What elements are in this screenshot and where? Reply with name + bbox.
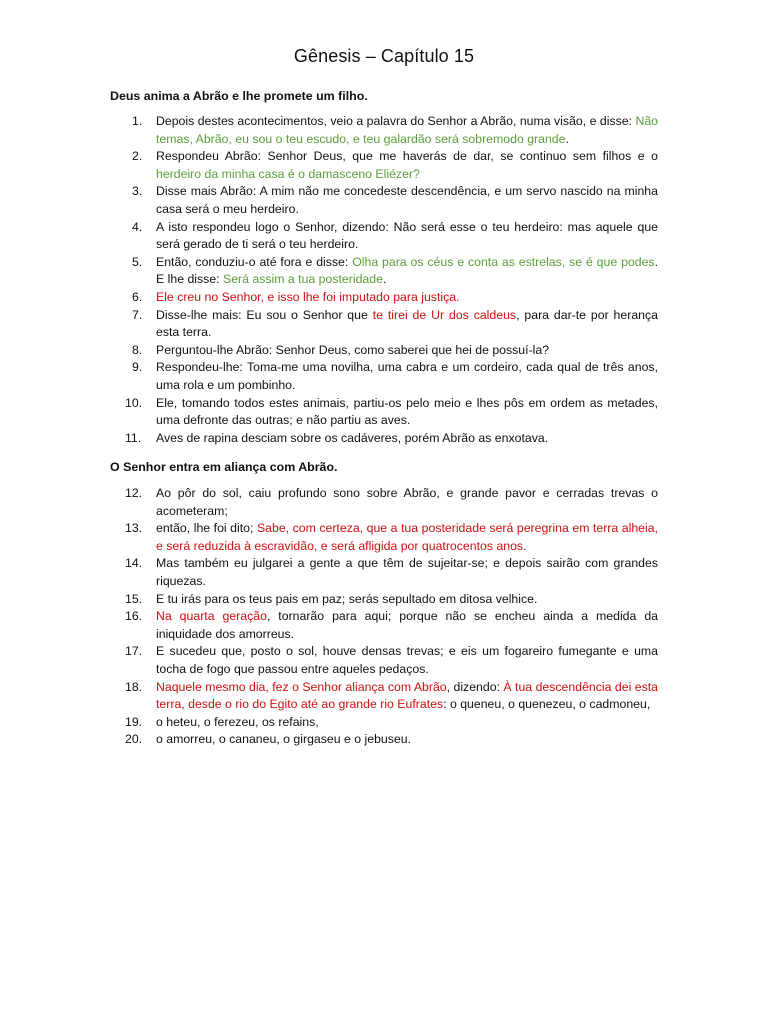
highlighted-red-text: Ele creu no Senhor, e isso lhe foi imputado para justiça. [156,289,460,304]
verse-text: . [523,538,527,553]
verse-item [110,731,658,749]
verse-number: 17. [125,644,143,659]
highlighted-red-text: Sabe, com certeza, que a tua posteridade será peregrina em terra alheia, e será reduzida à escravidão, e será afligida por quatrocentos anos [156,521,659,553]
verse-item [110,148,658,183]
verse-item [110,219,658,254]
verse-number: 8. [132,342,143,357]
verse-text: E tu irás para os teus pais em paz; serás sepultado em ditosa velhice. [156,591,538,606]
verse-text: . E lhe disse: [156,254,658,287]
page-title: Gênesis – Capítulo 15 [293,46,475,66]
verse-number: 15. [125,591,143,606]
verse-text: Então, conduziu-o até fora e disse: [156,254,353,269]
verse-text: Mas também eu julgarei a gente a que têm de sujeitar-se; e depois sairão com grandes riquezas. [156,556,658,588]
verse-text: Disse mais Abrão: A mim não me concedeste descendência, e um servo nascido na minha casa será o meu herdeiro. [156,184,658,216]
verse-number: 1. [132,114,143,128]
verse-item [110,520,658,555]
verse-text: o amorreu, o cananeu, o girgaseu e o jebuseu. [156,732,411,747]
verse-item [110,342,658,360]
verse-text: Depois destes acontecimentos, veio a palavra do Senhor a Abrão, numa visão, e disse: [156,114,636,128]
verse-number: 14. [125,556,143,571]
highlighted-green-text: Olha para os céus e conta as estrelas, se é que podes [352,254,655,269]
verse-item [110,714,658,732]
verse-item [110,608,658,643]
highlighted-green-text: Não temas, Abrão, eu sou o teu escudo, e teu galardão será sobremodo grande [156,114,658,146]
highlighted-red-text: À tua descendência dei esta terra, desde o rio do Egito até ao grande rio Eufrates [156,679,658,712]
verse-text: Perguntou-lhe Abrão: Senhor Deus, como saberei que hei de possuí-la? [156,342,550,357]
verse-text: Disse-lhe mais: Eu sou o Senhor que [156,307,373,322]
verse-number: 10. [125,395,143,410]
verse-text: Aves de rapina desciam sobre os cadáveres, porém Abrão as enxotava. [156,430,549,445]
verse-number: 18. [125,679,143,694]
verse-item [110,113,658,148]
verse-number: 20. [125,732,143,747]
verse-number: 5. [132,254,143,269]
verse-number: 19. [125,714,143,729]
highlighted-red-text: Naquele mesmo dia, fez o Senhor aliança com Abrão [156,679,447,694]
verse-item [110,289,658,307]
verse-number: 11. [125,430,142,445]
highlighted-green-text: herdeiro da minha casa é o damasceno Eliézer? [156,166,420,181]
verse-item [110,183,658,218]
verse-number: 16. [125,609,143,624]
verse-number: 4. [132,219,143,234]
verse-item [110,359,658,394]
verse-number: 6. [132,289,143,304]
verse-text: E sucedeu que, posto o sol, houve densas trevas; e eis um fogareiro fumegante e uma tocha de fogo que passou entre aqueles pedaços. [156,644,658,676]
verse-number: 13. [125,521,143,536]
highlighted-red-text: te tirei de Ur dos caldeus [372,307,517,322]
verse-text: . [565,131,569,146]
verse-text: , para dar-te por herança esta terra. [156,307,658,340]
verse-number: 2. [132,149,143,164]
verse-number: 7. [132,307,143,322]
verse-text: o heteu, o ferezeu, os refains, [156,714,319,729]
verse-item [110,307,658,342]
verse-text: Ao pôr do sol, caiu profundo sono sobre Abrão, e grande pavor e cerradas trevas o acometeram; [156,486,658,518]
verse-item [110,679,658,714]
verse-text: Ele, tomando todos estes animais, partiu-os pelo meio e lhes pôs em ordem as metades, uma defronte das outras; e não partiu as aves. [156,395,658,428]
verse-text: , tornarão para aqui; porque não se encheu ainda a medida da iniquidade dos amorreus. [156,609,658,641]
verse-text: A isto respondeu logo o Senhor, dizendo: Não será esse o teu herdeiro: mas aquele que será gerado de ti será o teu herdeiro. [156,219,658,252]
verse-item [110,555,658,590]
verse-number: 12. [125,486,143,500]
verse-text: : o queneu, o quenezeu, o cadmoneu, [443,697,651,712]
verse-item [110,395,658,430]
highlighted-red-text: Na quarta geração [156,609,267,624]
verse-text: Respondeu Abrão: Senhor Deus, que me haverás de dar, se continuo sem filhos e o [156,149,658,164]
section-heading: Deus anima a Abrão e lhe promete um filho. [110,89,368,103]
verse-item [110,430,658,448]
verse-item [110,254,658,289]
verse-text: Respondeu-lhe: Toma-me uma novilha, uma cabra e um cordeiro, cada qual de três anos, uma rola e um pombinho. [156,360,658,392]
verse-number: 3. [132,184,143,199]
verse-list [110,485,658,749]
verse-text: , dizendo: [446,679,504,694]
verse-text: . [382,272,387,287]
verse-item [110,643,658,678]
verse-text: então, lhe foi dito; [156,521,257,536]
verse-number: 9. [132,360,143,375]
verse-item [110,591,658,609]
verse-item [110,485,658,520]
highlighted-green-text: Será assim a tua posteridade [223,272,383,287]
verse-list [110,113,658,447]
section-heading: O Senhor entra em aliança com Abrão. [110,460,338,474]
